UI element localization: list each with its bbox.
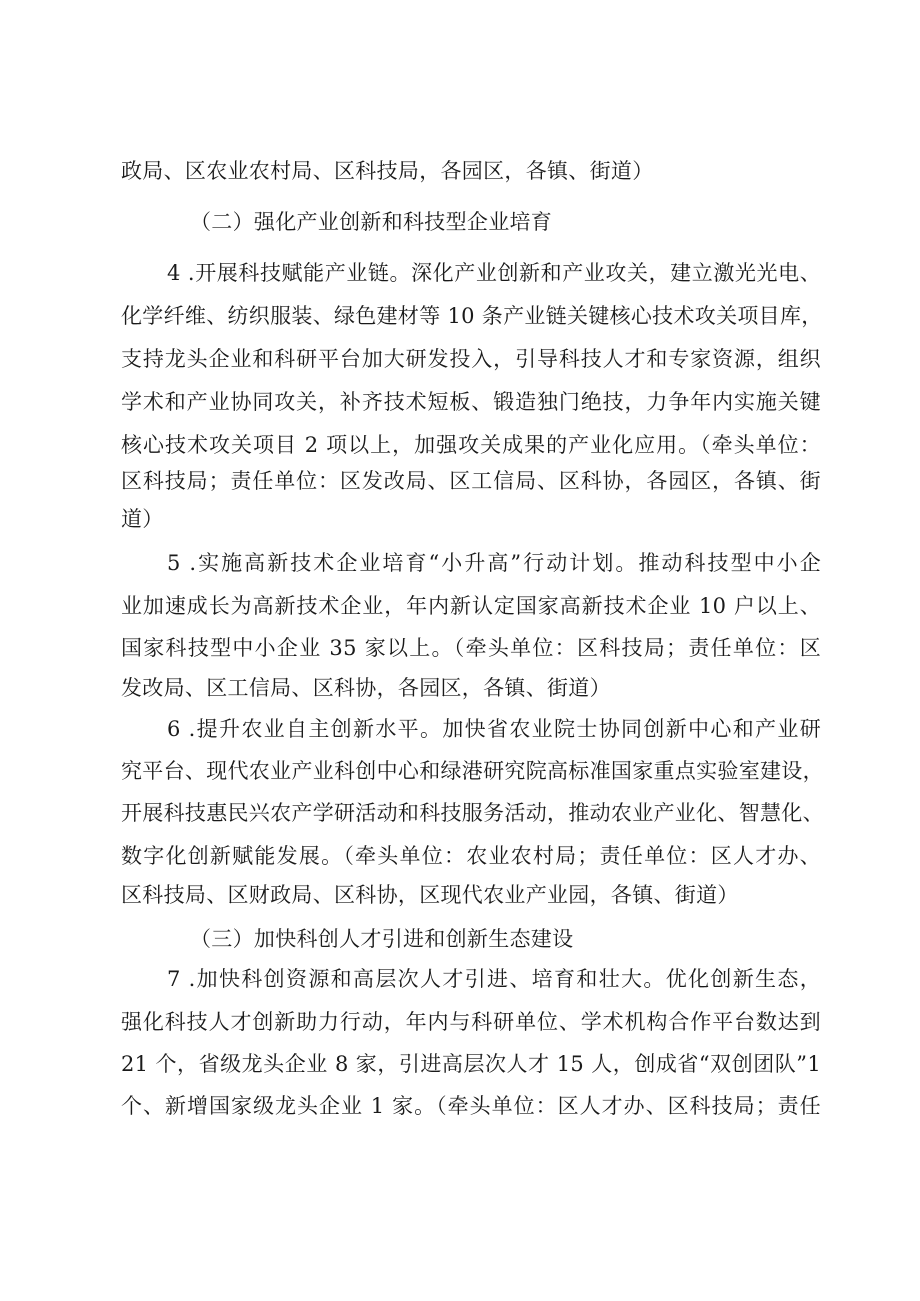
text-line: 发改局、区工信局、区科协，各园区，各镇、街道） xyxy=(121,676,611,700)
section-heading: （三）加快科创人才引进和创新生态建设 xyxy=(190,927,574,951)
paragraph-first-line: 6 .提升农业自主创新水平。加快省农业院士协同创新中心和产业研 xyxy=(167,717,821,741)
text-line: 个、新增国家级龙头企业 1 家。（牵头单位：区人才办、区科技局；责任 xyxy=(121,1094,821,1118)
text-line: 国家科技型中小企业 35 家以上。（牵头单位：区科技局；责任单位：区 xyxy=(121,636,821,660)
text-line: 究平台、现代农业产业科创中心和绿港研究院高标准国家重点实验室建设， xyxy=(121,759,824,783)
text-line: 业加速成长为高新技术企业，年内新认定国家高新技术企业 10 户以上、 xyxy=(121,594,821,618)
text-line: 区科技局、区财政局、区科协，区现代农业产业园，各镇、街道） xyxy=(121,883,739,907)
text-line: 道） xyxy=(121,507,164,531)
paragraph-first-line: 5 .实施高新技术企业培育“小升高”行动计划。推动科技型中小企 xyxy=(167,551,821,575)
text-line: 开展科技惠民兴农产学研活动和科技服务活动，推动农业产业化、智慧化、 xyxy=(121,801,824,825)
text-line: 支持龙头企业和科研平台加大研发投入，引导科技人才和专家资源，组织 xyxy=(121,347,821,371)
text-line: 区科技局；责任单位：区发改局、区工信局、区科协，各园区，各镇、街 xyxy=(121,469,821,493)
text-line: 数字化创新赋能发展。（牵头单位：农业农村局；责任单位：区人才办、 xyxy=(121,844,821,868)
text-line: 强化科技人才创新助力行动，年内与科研单位、学术机构合作平台数达到 xyxy=(121,1010,821,1034)
text-line: 21 个，省级龙头企业 8 家，引进高层次人才 15 人，创成省“双创团队”1 xyxy=(121,1052,821,1076)
text-line: 化学纤维、纺织服装、绿色建材等 10 条产业链关键核心技术攻关项目库， xyxy=(121,304,823,328)
paragraph-first-line: 7 .加快科创资源和高层次人才引进、培育和壮大。优化创新生态， xyxy=(167,967,821,991)
paragraph-first-line: 4 .开展科技赋能产业链。深化产业创新和产业攻关，建立激光光电、 xyxy=(167,261,821,285)
section-heading: （二）强化产业创新和科技型企业培育 xyxy=(190,210,553,234)
text-line: 政局、区农业农村局、区科技局，各园区，各镇、街道） xyxy=(121,159,654,183)
text-line: 学术和产业协同攻关，补齐技术短板、锻造独门绝技，力争年内实施关键 xyxy=(121,390,821,414)
text-line: 核心技术攻关项目 2 项以上，加强攻关成果的产业化应用。（牵头单位： xyxy=(121,433,821,457)
